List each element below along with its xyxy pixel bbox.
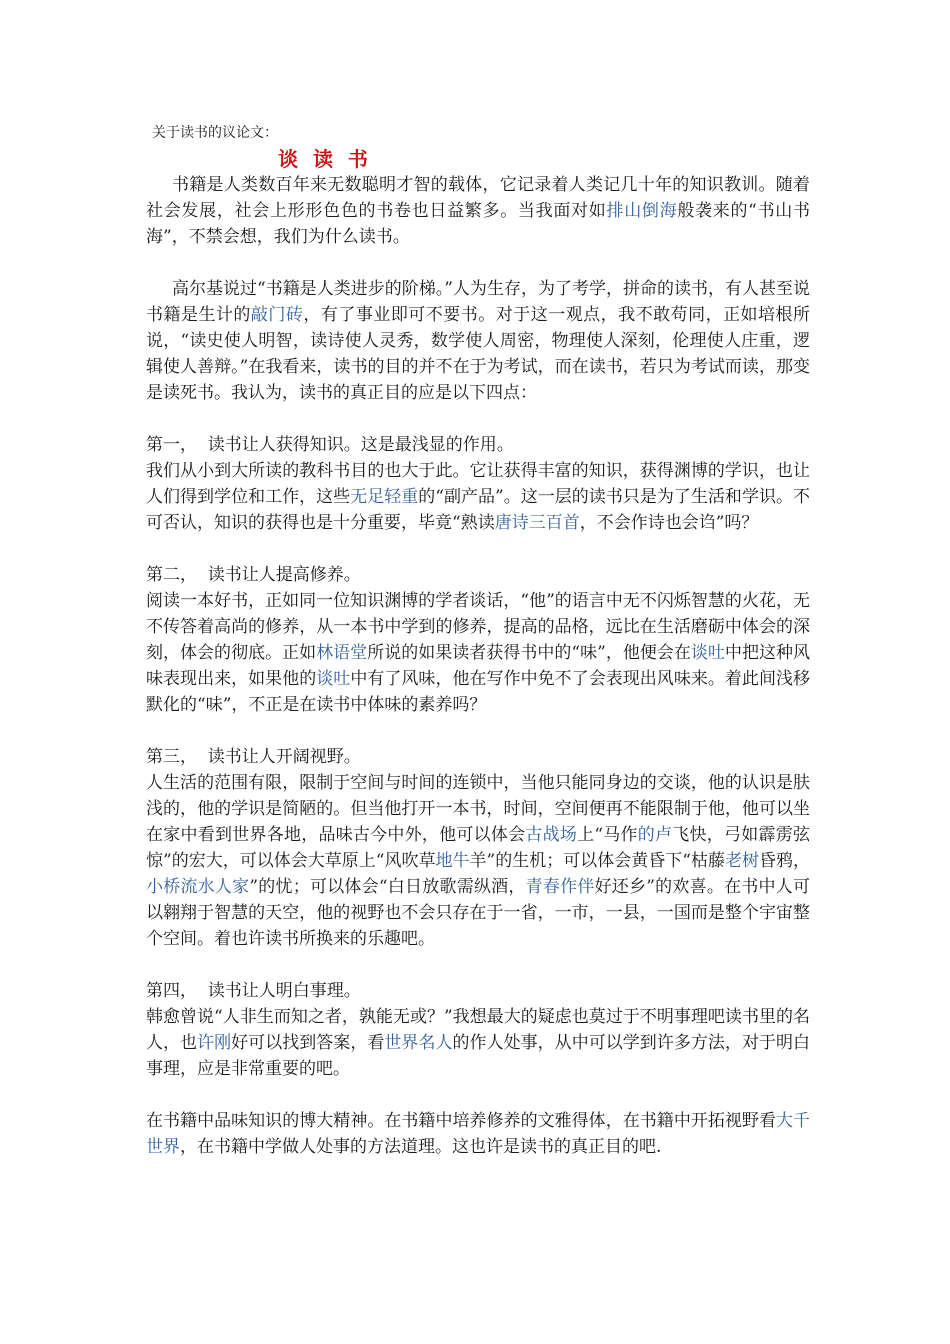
paragraph-gorky — [146, 276, 810, 406]
paragraph-opening — [146, 172, 810, 250]
text-run: ，在书籍中学做人处事的方法道理。这也许是读书的真正目的吧. — [180, 1137, 662, 1157]
section-4-heading: 第四， 读书让人明白事理。 — [146, 981, 361, 1001]
section-4-body — [146, 1004, 810, 1082]
hyperlink[interactable]: 地牛 — [435, 851, 470, 871]
text-run: 高尔基说过“书籍是人类进步的阶梯。”人为生存，为了考学，拼命的读书，有人甚至说书籍是生计的 — [146, 279, 810, 325]
hyperlink[interactable]: 世界名人 — [384, 1033, 453, 1053]
hyperlink[interactable]: 小桥流水人家 — [146, 877, 250, 897]
text-run: 好还乡”的欢喜。在书中人可以翱翔于智慧的天空，他的视野也不会只存在于一省，一市，一县，一国而是整个宇宙整个空间。着也许读书所换来的乐趣吧。 — [146, 877, 810, 949]
essay-title: 谈 读 书 — [278, 147, 372, 171]
intro-line: 关于读书的议论文： — [152, 125, 278, 141]
text-run: 所说的如果读者获得书中的“味”，他便会在 — [367, 643, 691, 663]
section-3-body — [146, 770, 810, 952]
text-run: ，有了事业即可不要书。对于这一观点，我不敢苟同，正如培根所说，“读史使人明智，读诗使人灵秀，数学使人周密，物理使人深刻，伦理使人庄重，逻辑使人善辩。”在我看来，读书的目的并不在于为考试，而在读书，若只为考试而读，那变是读死书。我认为，读书的真正目的应是以下四点： — [146, 305, 811, 403]
text-run: 的“副产品”。这一层的读书只是为了生活和学识。不可否认，知识的获得也是十分重要，毕竟“熟读 — [146, 487, 810, 533]
text-run: ”的忧；可以体会“白日放歌需纵酒， — [249, 877, 526, 897]
text-run: 的作人处事，从中可以学到许多方法，对于明白事理，应是非常重要的吧。 — [146, 1033, 811, 1079]
text-run: 般袭来的“书山书海”，不禁会想，我们为什么读书。 — [146, 201, 810, 247]
hyperlink[interactable]: 谈吐 — [690, 643, 725, 663]
hyperlink[interactable]: 唐诗三百首 — [494, 513, 580, 533]
text-run: 阅读一本好书，正如同一位知识渊博的学者谈话，“他”的语言中无不闪烁智慧的火花，无不传答着高尚的修养，从一本书中学到的修养，提高的品格，远比在生活磨砺中体会的深刻，体会的彻底。正如 — [146, 591, 810, 663]
hyperlink[interactable]: 排山倒海 — [606, 201, 678, 221]
hyperlink[interactable]: 无足轻重 — [350, 487, 419, 507]
hyperlink[interactable]: 林语堂 — [316, 643, 368, 663]
paragraph-conclusion — [146, 1108, 810, 1160]
text-run: ，不会作诗也会诌”吗？ — [579, 513, 759, 533]
hyperlink[interactable]: 老树 — [724, 851, 759, 871]
hyperlink[interactable]: 许刚 — [197, 1033, 232, 1053]
text-run: 好可以找到答案，看 — [231, 1033, 385, 1053]
section-2-body — [146, 588, 810, 718]
text-run: 人生活的范围有限，限制于空间与时间的连锁中，当他只能同身边的交谈，他的认识是肤浅的，他的学识是简陋的。但当他打开一本书，时间，空间便再不能限制于他，他可以坐在家中看到世界各地，品味古今中外，他可以体会 — [146, 773, 810, 845]
section-1-heading: 第一， 读书让人获得知识。这是最浅显的作用。 — [146, 435, 514, 455]
text-run: 羊”的生机；可以体会黄昏下“枯藤 — [469, 851, 725, 871]
text-run: 在书籍中品味知识的博大精神。在书籍中培养修养的文雅得体，在书籍中开拓视野看 — [146, 1111, 776, 1131]
text-run: 上“马作 — [577, 825, 638, 845]
text-run: 昏鸦， — [758, 851, 810, 871]
hyperlink[interactable]: 大千世界 — [146, 1111, 811, 1157]
text-run: 我们从小到大所读的教科书目的也大于此。它让获得丰富的知识，获得渊博的学识，也让人们得到学位和工作，这些 — [146, 461, 810, 507]
hyperlink[interactable]: 古战场 — [525, 825, 578, 845]
section-1-body — [146, 458, 810, 536]
hyperlink[interactable]: 青春作伴 — [525, 877, 595, 897]
hyperlink[interactable]: 敲门砖 — [250, 305, 304, 325]
hyperlink[interactable]: 谈吐 — [316, 669, 351, 689]
text-run: 书籍是人类数百年来无数聪明才智的载体，它记录着人类记几十年的知识教训。随着社会发展，社会上形形色色的书卷也日益繁多。当我面对如 — [146, 175, 810, 221]
text-run: 中有了风味，他在写作中免不了会表现出风味来。着此间浅移默化的“味”，不正是在读书中体味的素养吗？ — [146, 669, 811, 715]
document-page — [146, 122, 810, 1160]
text-run: 中把这种风味表现出来，如果他的 — [146, 643, 810, 689]
section-3-heading: 第三， 读书让人开阔视野。 — [146, 747, 361, 767]
section-2-heading: 第二， 读书让人提高修养。 — [146, 565, 361, 585]
hyperlink[interactable]: 的卢 — [637, 825, 673, 845]
text-run: 飞快，弓如霹雳弦惊”的宏大，可以体会大草原上“风吹草 — [146, 825, 811, 871]
text-run: 韩愈曾说“人非生而知之者，孰能无或？”我想最大的疑虑也莫过于不明事理吧读书里的名人，也 — [146, 1007, 810, 1053]
